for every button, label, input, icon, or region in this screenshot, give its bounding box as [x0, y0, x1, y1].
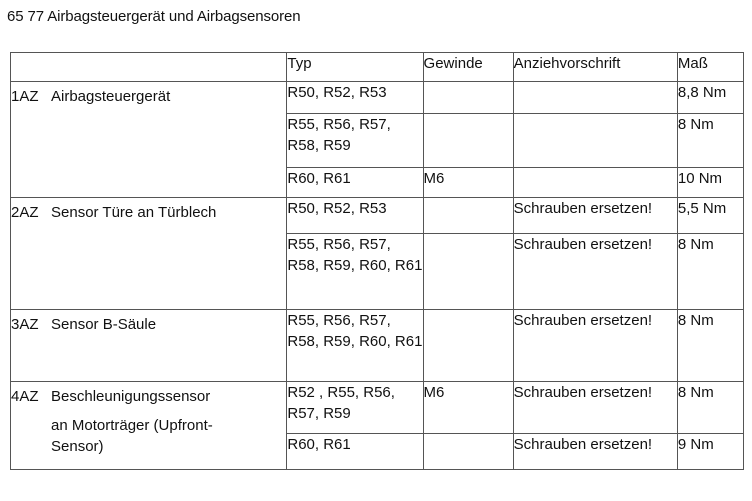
- typ-cell: R52 , R55, R56, R57, R59: [287, 382, 423, 434]
- table-header-row: [11, 53, 744, 82]
- anzieh-cell: Schrauben ersetzen!: [513, 198, 677, 234]
- mass-cell: 8 Nm: [677, 234, 743, 310]
- torque-spec-table: [10, 52, 744, 470]
- header-mass: Maß: [677, 53, 743, 82]
- position-code: 1AZ: [11, 88, 39, 105]
- position-name: Airbagsteuergerät: [51, 88, 171, 105]
- mass-cell: 9 Nm: [677, 434, 743, 470]
- header-typ: Typ: [287, 53, 423, 82]
- table-row: [11, 82, 744, 114]
- page-title: 65 77 Airbagsteuergerät und Airbagsensoren: [7, 8, 301, 25]
- table-row: [11, 310, 744, 382]
- position-cell-4az: [11, 382, 287, 470]
- anzieh-cell: Schrauben ersetzen!: [513, 310, 677, 382]
- gewinde-cell: [423, 82, 513, 114]
- gewinde-cell: [423, 198, 513, 234]
- typ-cell: R60, R61: [287, 434, 423, 470]
- table-row: [11, 382, 744, 434]
- gewinde-cell: [423, 310, 513, 382]
- position-cell-2az: [11, 198, 287, 310]
- mass-cell: 5,5 Nm: [677, 198, 743, 234]
- mass-cell: 8 Nm: [677, 310, 743, 382]
- anzieh-cell: [513, 114, 677, 168]
- typ-cell: R55, R56, R57, R58, R59, R60, R61: [287, 234, 423, 310]
- mass-cell: 10 Nm: [677, 168, 743, 198]
- header-anziehvorschrift: Anziehvorschrift: [513, 53, 677, 82]
- gewinde-cell: [423, 114, 513, 168]
- table-row: [11, 198, 744, 234]
- position-name-line2: an Motorträger (Upfront-Sensor): [51, 417, 213, 455]
- typ-cell: R60, R61: [287, 168, 423, 198]
- gewinde-cell: M6: [423, 382, 513, 434]
- gewinde-cell: M6: [423, 168, 513, 198]
- position-code: 2AZ: [11, 204, 39, 221]
- position-cell-3az: [11, 310, 287, 382]
- position-cell-1az: [11, 82, 287, 198]
- anzieh-cell: [513, 168, 677, 198]
- position-code: 3AZ: [11, 316, 39, 333]
- position-name: Sensor Türe an Türblech: [51, 204, 217, 221]
- gewinde-cell: [423, 234, 513, 310]
- header-position: [11, 53, 287, 82]
- position-code: 4AZ: [11, 388, 39, 405]
- header-gewinde: Gewinde: [423, 53, 513, 82]
- anzieh-cell: Schrauben ersetzen!: [513, 434, 677, 470]
- anzieh-cell: Schrauben ersetzen!: [513, 382, 677, 434]
- anzieh-cell: Schrauben ersetzen!: [513, 234, 677, 310]
- anzieh-cell: [513, 82, 677, 114]
- typ-cell: R55, R56, R57, R58, R59: [287, 114, 423, 168]
- position-name: Sensor B-Säule: [51, 316, 157, 333]
- mass-cell: 8 Nm: [677, 114, 743, 168]
- typ-cell: R50, R52, R53: [287, 198, 423, 234]
- position-name-block: [51, 386, 286, 457]
- position-name: Beschleunigungssensor: [51, 388, 211, 405]
- typ-cell: R55, R56, R57, R58, R59, R60, R61: [287, 310, 423, 382]
- mass-cell: 8,8 Nm: [677, 82, 743, 114]
- mass-cell: 8 Nm: [677, 382, 743, 434]
- typ-cell: R50, R52, R53: [287, 82, 423, 114]
- gewinde-cell: [423, 434, 513, 470]
